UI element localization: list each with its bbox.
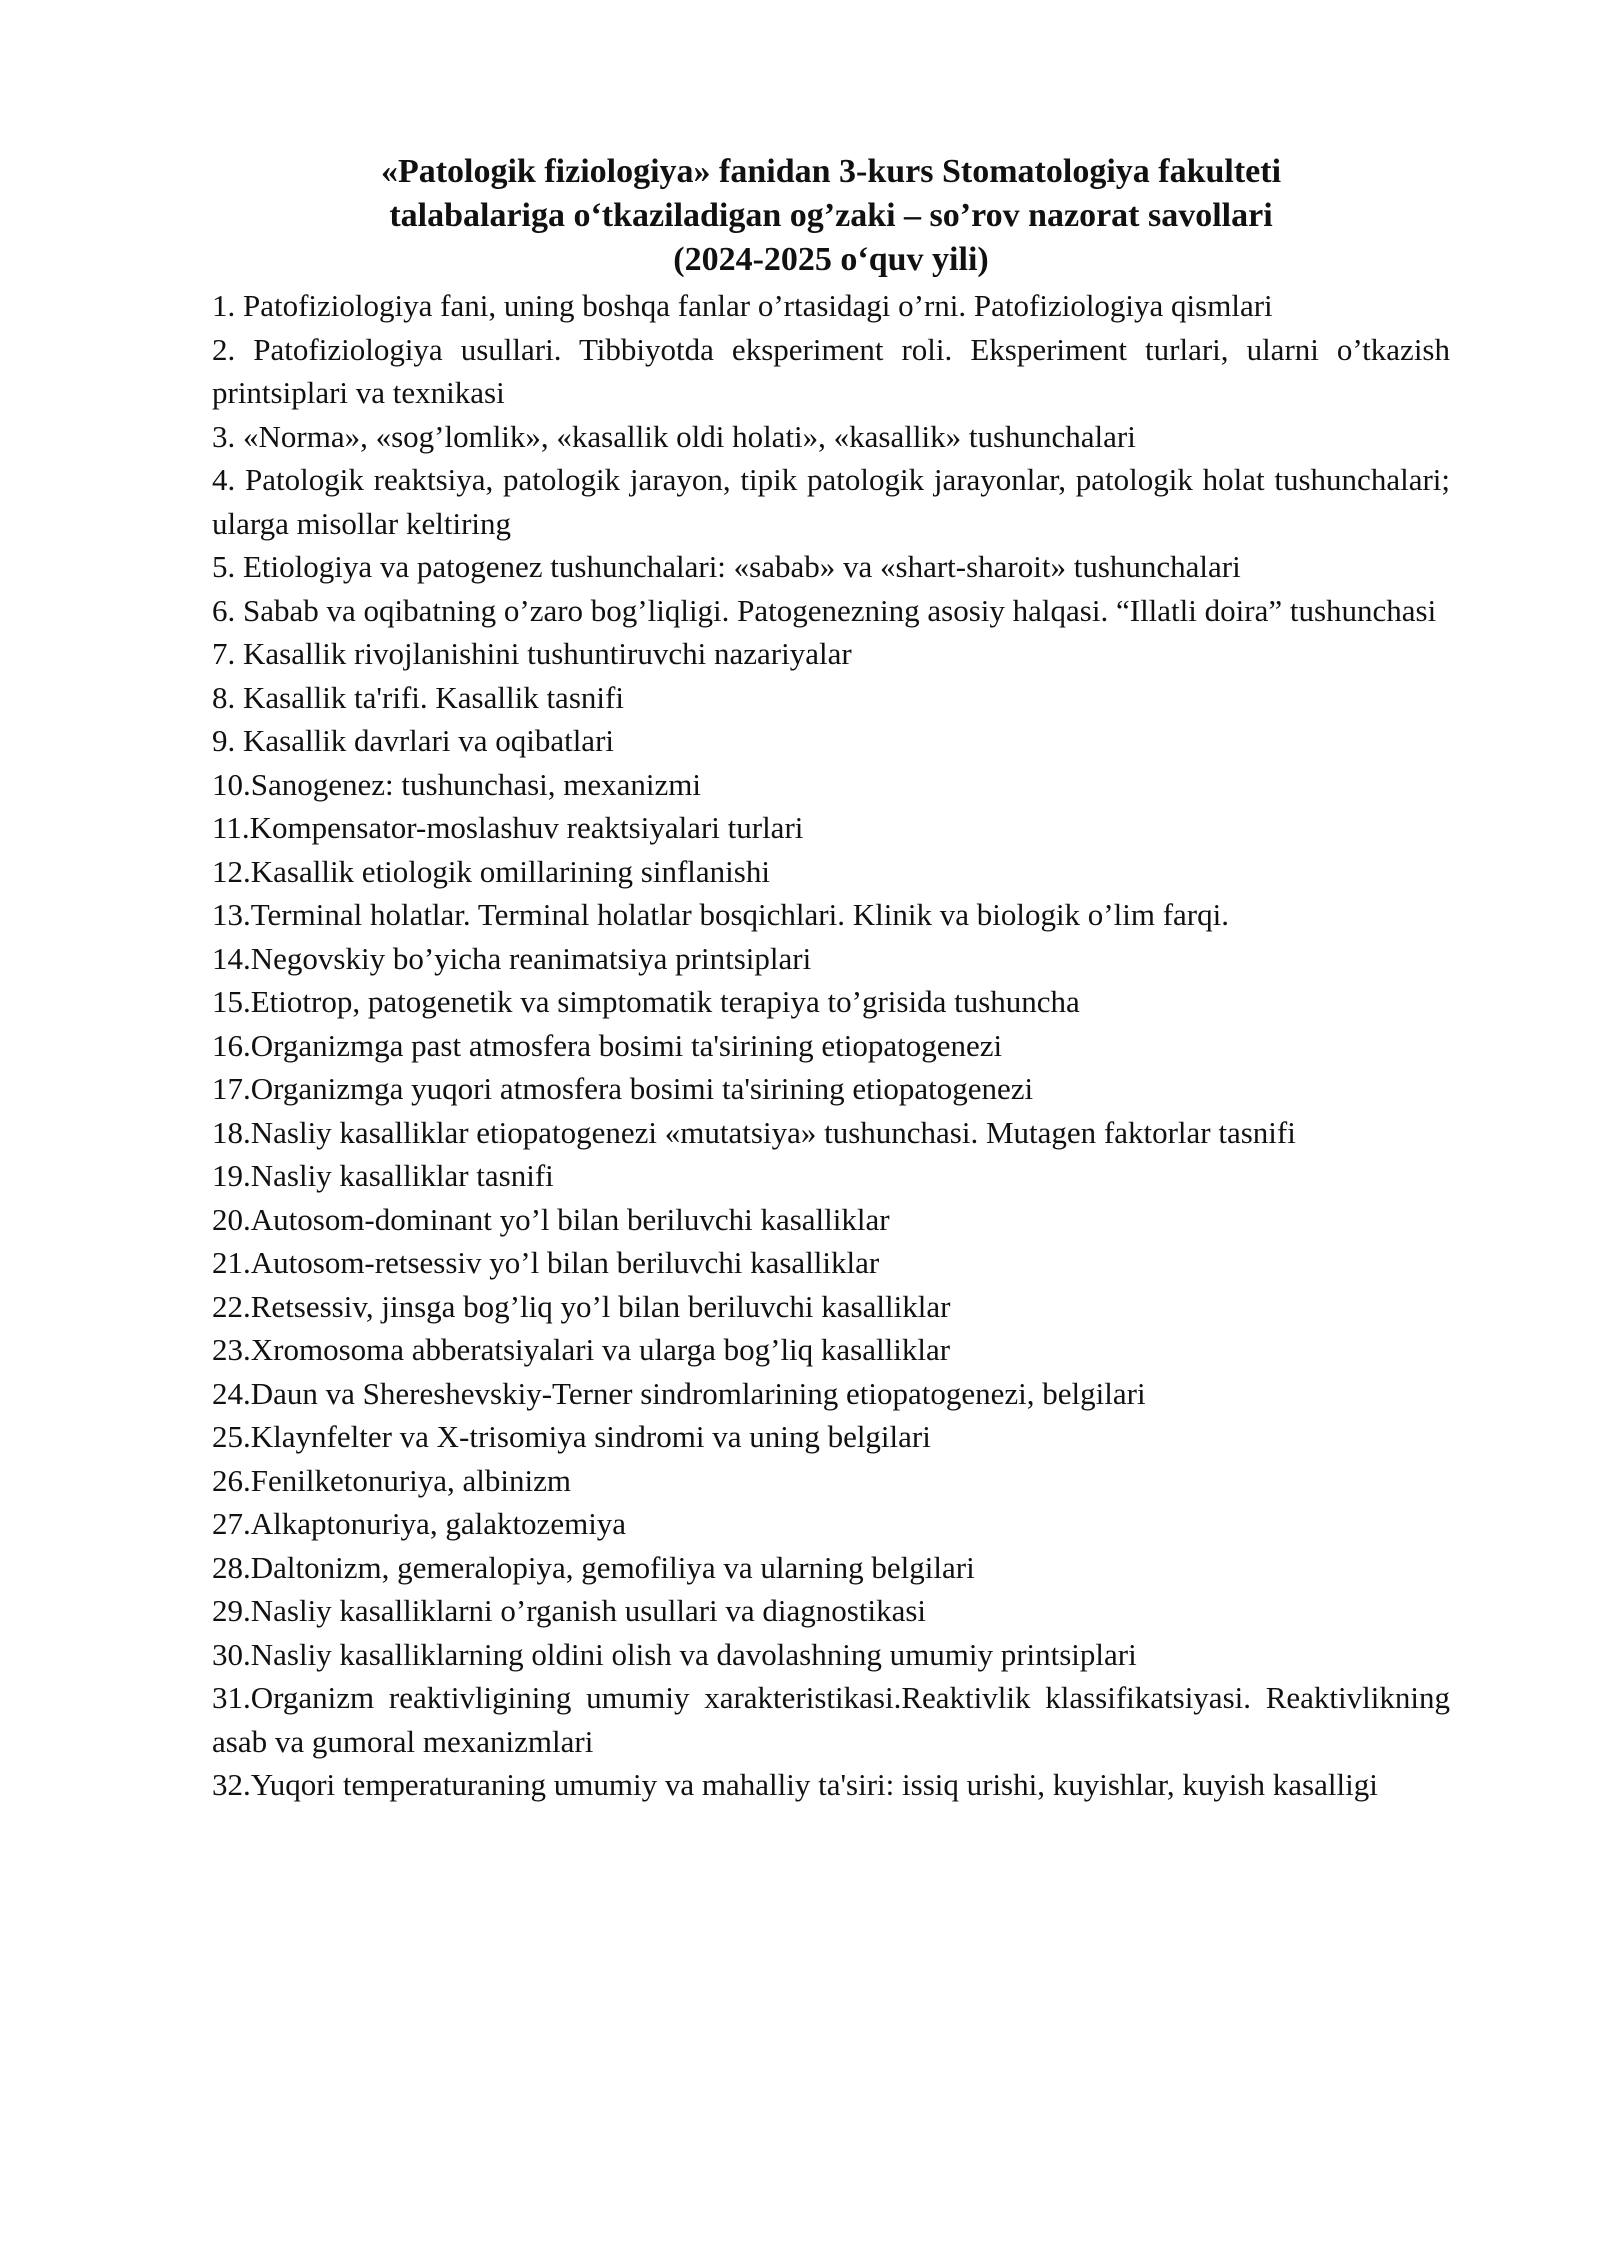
question-item: 6. Sabab va oqibatning o’zaro bog’liqligi. Patogenezning asosiy halqasi. “Illatli doira” tushunchasi [212, 592, 1437, 628]
document-page [212, 150, 1450, 1807]
question-item: 20.Autosom-dominant yo’l bilan beriluvchi kasalliklar [212, 1201, 890, 1237]
question-item: 26.Fenilketonuriya, albinizm [212, 1462, 572, 1498]
title-line: talabalariga o‘tkaziladigan og’zaki – so’rov nazorat savollari [389, 197, 1273, 234]
question-item: 5. Etiologiya va patogenez tushunchalari: «sabab» va «shart-sharoit» tushunchalari [212, 549, 1241, 584]
question-item: 21.Autosom-retsessiv yo’l bilan beriluvchi kasalliklar [212, 1245, 880, 1280]
question-item: 30.Nasliy kasalliklarning oldini olish va davolashning umumiy printsiplari [212, 1636, 1137, 1672]
question-item: 28.Daltonizm, gemeralopiya, gemofiliya va ularning belgilari [212, 1549, 975, 1585]
question-item: 12.Kasallik etiologik omillarining sinflanishi [212, 853, 770, 889]
question-item: 15.Etiotrop, patogenetik va simptomatik terapiya to’grisida tushuncha [212, 984, 1080, 1019]
question-item: 3. «Norma», «sog’lomlik», «kasallik oldi holati», «kasallik» tushunchalari [212, 418, 1136, 454]
question-item: 8. Kasallik ta'rifi. Kasallik tasnifi [212, 679, 624, 715]
question-item: 14.Negovskiy bo’yicha reanimatsiya printsiplari [212, 940, 812, 976]
question-list [212, 284, 1450, 1807]
question-item: 31.Organizm reaktivligining umumiy xarakteristikasi.Reaktivlik klassifikatsiyasi. Reaktivlikning asab va gumoral mexanizmlari [212, 1680, 1450, 1759]
question-item: 13.Terminal holatlar. Terminal holatlar bosqichlari. Klinik va biologik o’lim farqi. [212, 897, 1229, 932]
question-item: 7. Kasallik rivojlanishini tushuntiruvchi nazariyalar [212, 636, 852, 671]
question-item: 2. Patofiziologiya usullari. Tibbiyotda eksperiment roli. Eksperiment turlari, ularni o’tkazish printsiplari va texnikasi [212, 331, 1450, 410]
document-title [212, 150, 1450, 282]
question-item: 16.Organizmga past atmosfera bosimi ta'sirining etiopatogenezi [212, 1027, 1003, 1063]
title-line: (2024-2025 o‘quv yili) [673, 241, 989, 278]
question-item: 22.Retsessiv, jinsga bog’liq yo’l bilan beriluvchi kasalliklar [212, 1288, 951, 1324]
question-item: 25.Klaynfelter va X-trisomiya sindromi va uning belgilari [212, 1419, 931, 1454]
question-item: 11.Kompensator-moslashuv reaktsiyalari turlari [212, 810, 804, 845]
question-item: 9. Kasallik davrlari va oqibatlari [212, 723, 615, 758]
question-item: 10.Sanogenez: tushunchasi, mexanizmi [212, 766, 701, 802]
question-item: 23.Xromosoma abberatsiyalari va ularga bog’liq kasalliklar [212, 1332, 951, 1367]
question-item: 1. Patofiziologiya fani, uning boshqa fanlar o’rtasidagi o’rni. Patofiziologiya qismlari [212, 288, 1273, 323]
question-item: 32.Yuqori temperaturaning umumiy va mahalliy ta'siri: issiq urishi, kuyishlar, kuyish kasalligi [212, 1767, 1378, 1802]
question-item: 27.Alkaptonuriya, galaktozemiya [212, 1506, 627, 1541]
question-item: 18.Nasliy kasalliklar etiopatogenezi «mutatsiya» tushunchasi. Mutagen faktorlar tasnifi [212, 1114, 1296, 1150]
question-item: 17.Organizmga yuqori atmosfera bosimi ta'sirining etiopatogenezi [212, 1071, 1034, 1106]
question-item: 4. Patologik reaktsiya, patologik jarayon, tipik patologik jarayonlar, patologik holat tushunchalari; ularga misollar keltiring [212, 462, 1450, 541]
question-item: 24.Daun va Shereshevskiy-Terner sindromlarining etiopatogenezi, belgilari [212, 1375, 1146, 1411]
question-item: 29.Nasliy kasalliklarni o’rganish usullari va diagnostikasi [212, 1593, 927, 1628]
title-line: «Patologik fiziologiya» fanidan 3-kurs Stomatologiya fakulteti [380, 153, 1282, 190]
question-item: 19.Nasliy kasalliklar tasnifi [212, 1158, 554, 1193]
